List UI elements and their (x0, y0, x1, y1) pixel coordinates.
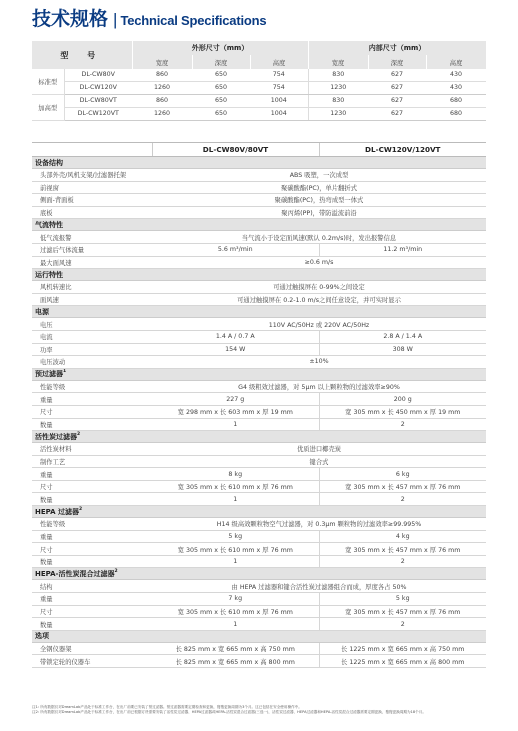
section-title-text: HEPA-活性炭混合过滤器 (35, 569, 115, 578)
dim-value: 1230 (308, 107, 368, 120)
spec-label: 数量 (32, 555, 152, 568)
model-type: 标准型 (32, 69, 64, 94)
spec-value-120: 11.2 m³/min (319, 243, 486, 256)
section-header (32, 568, 486, 580)
outer-size-header: 外形尺寸（mm） (132, 41, 308, 55)
section-title (32, 568, 486, 580)
spec-row (32, 194, 486, 207)
spec-label: 电压 (32, 318, 152, 331)
spec-value-shared: 可通过触摸屏在 0.2-1.0 m/s之间任意设定，并可实时显示 (152, 293, 486, 306)
spec-value-80: 长 825 mm x 宽 665 mm x 高 800 mm (152, 655, 319, 668)
title-cn: 技术规格 (32, 8, 109, 30)
model-name: DL-CW120V (64, 81, 132, 94)
spec-label: 重量 (32, 393, 152, 406)
dim-value: 650 (192, 94, 250, 107)
spec-row (32, 231, 486, 244)
spec-value-120: 2.8 A / 1.4 A (319, 330, 486, 343)
dim-value: 430 (426, 69, 486, 81)
footnote-ref: 2 (114, 568, 118, 574)
spec-label: 数量 (32, 418, 152, 431)
footnotes (32, 705, 492, 715)
dim-value: 1260 (132, 81, 192, 94)
footnote-ref: 2 (77, 431, 81, 437)
spec-label: 电流 (32, 330, 152, 343)
subheader: 宽度 (308, 55, 368, 69)
section-title (32, 506, 486, 518)
section-header (32, 157, 486, 169)
spec-value-120: 2 (319, 555, 486, 568)
dim-value: 650 (192, 107, 250, 120)
spec-value-120: 6 kg (319, 468, 486, 481)
spec-value-80: 7 kg (152, 593, 319, 606)
spec-value-80: 1 (152, 618, 319, 631)
spec-row (32, 393, 486, 406)
section-title (32, 630, 486, 642)
section-header (32, 306, 486, 318)
spec-label: 活性炭材料 (32, 443, 152, 456)
footnote-2: 注2: 所有数据仅对DreamLab产品处于标准工作台，在出厂前已根据订货需要安装了活性炭过滤器、HEPA过滤器或HEPA-活性炭混合过滤器(三选一)，活性炭过滤器、HEPA过滤器和HEPA-活性炭混合过滤器需要定期更换，搜搜更换周期为18个月。 (32, 710, 426, 714)
dim-value: 627 (368, 81, 426, 94)
spec-row (32, 181, 486, 194)
spec-value-120: 2 (319, 493, 486, 506)
spec-value-80: 1.4 A / 0.7 A (152, 330, 319, 343)
spec-row (32, 356, 486, 369)
spec-label: 电压波动 (32, 356, 152, 369)
title-separator: | (113, 10, 118, 29)
spec-value-80: 宽 305 mm x 长 610 mm x 厚 76 mm (152, 543, 319, 556)
spec-row (32, 256, 486, 269)
dim-value: 1230 (308, 81, 368, 94)
dim-value: 627 (368, 69, 426, 81)
spec-row (32, 642, 486, 655)
spec-label: 最大面风速 (32, 256, 152, 269)
section-title-text: 活性炭过滤器 (35, 432, 77, 441)
specs-table (32, 142, 486, 668)
dim-value: 830 (308, 69, 368, 81)
section-title-text: 预过滤器 (35, 370, 63, 379)
title-en: Technical Specifications (120, 13, 267, 28)
model-name: DL-CW80V (64, 69, 132, 81)
spec-label: 前视窗 (32, 181, 152, 194)
spec-row (32, 543, 486, 556)
model-type: 加高型 (32, 94, 64, 120)
section-header (32, 506, 486, 518)
spec-label: 重量 (32, 530, 152, 543)
dim-value: 627 (368, 107, 426, 120)
spec-value-120: 长 1225 mm x 宽 665 mm x 高 750 mm (319, 642, 486, 655)
spec-value-80: 宽 298 mm x 长 603 mm x 厚 19 mm (152, 405, 319, 418)
specs-header-blank (32, 143, 152, 157)
spec-value-shared: H14 级高效颗粒物空气过滤器，对 0.3μm 颗粒物的过滤效率≥99.995% (152, 518, 486, 531)
spec-row (32, 518, 486, 531)
spec-value-shared: ABS 吸塑，一次成型 (152, 169, 486, 182)
spec-label: 尺寸 (32, 543, 152, 556)
spec-label: 风机转速比 (32, 281, 152, 294)
spec-value-120: 5 kg (319, 593, 486, 606)
section-title (32, 269, 486, 281)
spec-label: 数量 (32, 493, 152, 506)
spec-label: 重量 (32, 468, 152, 481)
dim-value: 430 (426, 81, 486, 94)
spec-value-shared: 当气流小于设定面风速(默认 0.2m/s)时，发出报警信息 (152, 231, 486, 244)
spec-label: 结构 (32, 580, 152, 593)
spec-label: 性能等级 (32, 518, 152, 531)
section-title-text: 设备结构 (35, 158, 63, 167)
spec-row (32, 580, 486, 593)
spec-row (32, 243, 486, 256)
subheader: 深度 (368, 55, 426, 69)
dim-value: 754 (250, 81, 308, 94)
spec-label: 低气流报警 (32, 231, 152, 244)
dimensions-table (32, 41, 487, 121)
spec-value-shared: ≥0.6 m/s (152, 256, 486, 269)
spec-value-80: 8 kg (152, 468, 319, 481)
spec-row (32, 405, 486, 418)
spec-row (32, 418, 486, 431)
spec-value-80: 1 (152, 493, 319, 506)
dims-row (32, 69, 486, 81)
spec-value-80: 宽 305 mm x 长 610 mm x 厚 76 mm (152, 605, 319, 618)
spec-value-shared: 聚碳酸酯(PC)，热弯成型一体式 (152, 194, 486, 207)
spec-label: 数量 (32, 618, 152, 631)
spec-value-80: 宽 305 mm x 长 610 mm x 厚 76 mm (152, 480, 319, 493)
spec-value-80: 5 kg (152, 530, 319, 543)
col-header-120: DL-CW120V/120VT (319, 143, 486, 157)
section-header (32, 219, 486, 231)
section-title-text: 电源 (35, 307, 49, 316)
dim-value: 860 (132, 69, 192, 81)
spec-label: 面风速 (32, 293, 152, 306)
spec-label: 功率 (32, 343, 152, 356)
section-title-text: HEPA 过滤器 (35, 507, 79, 516)
spec-row (32, 593, 486, 606)
spec-label: 带锁定轮的仪器车 (32, 655, 152, 668)
dim-value: 1260 (132, 107, 192, 120)
section-title (32, 219, 486, 231)
spec-value-120: 2 (319, 618, 486, 631)
dim-value: 650 (192, 81, 250, 94)
spec-row (32, 605, 486, 618)
dim-value: 860 (132, 94, 192, 107)
spec-row (32, 493, 486, 506)
spec-value-80: 154 W (152, 343, 319, 356)
spec-label: 底板 (32, 206, 152, 219)
spec-value-80: 1 (152, 418, 319, 431)
spec-value-shared: ±10% (152, 356, 486, 369)
spec-value-120: 宽 305 mm x 长 457 mm x 厚 76 mm (319, 605, 486, 618)
spec-value-shared: 可通过触摸屏在 0-99%之间设定 (152, 281, 486, 294)
spec-row (32, 281, 486, 294)
spec-value-80: 1 (152, 555, 319, 568)
dims-row (32, 81, 486, 94)
spec-label: 尺寸 (32, 605, 152, 618)
spec-label: 制作工艺 (32, 455, 152, 468)
section-title (32, 431, 486, 443)
dims-row (32, 94, 486, 107)
section-header (32, 269, 486, 281)
spec-row (32, 318, 486, 331)
inner-size-header: 内部尺寸（mm） (308, 41, 486, 55)
spec-label: 尺寸 (32, 480, 152, 493)
spec-row (32, 555, 486, 568)
spec-value-120: 宽 305 mm x 长 457 mm x 厚 76 mm (319, 543, 486, 556)
spec-value-80: 5.6 m³/min (152, 243, 319, 256)
subheader: 高度 (250, 55, 308, 69)
spec-row (32, 443, 486, 456)
spec-value-80: 长 825 mm x 宽 665 mm x 高 750 mm (152, 642, 319, 655)
spec-value-80: 227 g (152, 393, 319, 406)
spec-value-120: 200 g (319, 393, 486, 406)
col-header-80: DL-CW80V/80VT (152, 143, 319, 157)
spec-row (32, 380, 486, 393)
section-title-text: 气流特性 (35, 220, 63, 229)
dim-value: 1004 (250, 107, 308, 120)
spec-value-shared: 110V AC/50Hz 或 220V AC/50Hz (152, 318, 486, 331)
section-title (32, 306, 486, 318)
spec-label: 头部外壳/风机支架/过滤器托架 (32, 169, 152, 182)
spec-value-120: 宽 305 mm x 长 457 mm x 厚 76 mm (319, 480, 486, 493)
spec-row (32, 618, 486, 631)
spec-value-120: 长 1225 mm x 宽 665 mm x 高 800 mm (319, 655, 486, 668)
spec-row (32, 468, 486, 481)
spec-label: 尺寸 (32, 405, 152, 418)
section-header (32, 368, 486, 380)
dim-value: 650 (192, 69, 250, 81)
subheader: 高度 (426, 55, 486, 69)
spec-value-shared: 聚丙烯(PP)，带防溢流前沿 (152, 206, 486, 219)
section-title (32, 157, 486, 169)
spec-row (32, 655, 486, 668)
model-name: DL-CW80VT (64, 94, 132, 107)
spec-row (32, 530, 486, 543)
spec-row (32, 206, 486, 219)
dim-value: 830 (308, 94, 368, 107)
spec-value-120: 2 (319, 418, 486, 431)
footnote-ref: 1 (63, 369, 67, 375)
spec-value-shared: 聚碳酸酯(PC)，单片翻折式 (152, 181, 486, 194)
spec-row (32, 455, 486, 468)
dim-value: 627 (368, 94, 426, 107)
page-title (32, 8, 266, 30)
spec-value-120: 宽 305 mm x 长 450 mm x 厚 19 mm (319, 405, 486, 418)
dim-value: 754 (250, 69, 308, 81)
spec-value-shared: 键合式 (152, 455, 486, 468)
model-header: 型 号 (32, 41, 132, 69)
spec-label: 侧面-背面板 (32, 194, 152, 207)
spec-value-shared: 优质进口椰壳炭 (152, 443, 486, 456)
spec-row (32, 343, 486, 356)
specs-header-row (32, 143, 486, 157)
subheader: 宽度 (132, 55, 192, 69)
footnote-1: 注1: 所有数据仅对DreamLab产品处于标准工作台，在出厂前要已安装了预过滤器。预过滤器需要定期检查和更换，搜搜更换周期为3个月。这已包括在安全使用操作中。 (32, 705, 302, 709)
spec-label: 全钢仪器架 (32, 642, 152, 655)
model-name: DL-CW120VT (64, 107, 132, 120)
spec-value-shared: G4 级粗效过滤器，对 5μm 以上颗粒物的过滤效率≥90% (152, 380, 486, 393)
dim-value: 680 (426, 107, 486, 120)
spec-value-shared: 由 HEPA 过滤器和键合活性炭过滤器组合而成，厚度各占 50% (152, 580, 486, 593)
subheader: 深度 (192, 55, 250, 69)
section-header (32, 630, 486, 642)
footnote-ref: 2 (78, 506, 83, 512)
spec-label: 重量 (32, 593, 152, 606)
spec-row (32, 293, 486, 306)
spec-row (32, 480, 486, 493)
section-title-text: 运行特性 (35, 270, 63, 279)
dims-row (32, 107, 486, 120)
spec-row (32, 169, 486, 182)
spec-value-120: 4 kg (319, 530, 486, 543)
section-header (32, 431, 486, 443)
dim-value: 680 (426, 94, 486, 107)
spec-value-120: 308 W (319, 343, 486, 356)
section-title (32, 368, 486, 380)
section-title-text: 选项 (35, 632, 49, 641)
dim-value: 1004 (250, 94, 308, 107)
spec-row (32, 330, 486, 343)
spec-label: 性能等级 (32, 380, 152, 393)
spec-label: 过滤后气体流量 (32, 243, 152, 256)
